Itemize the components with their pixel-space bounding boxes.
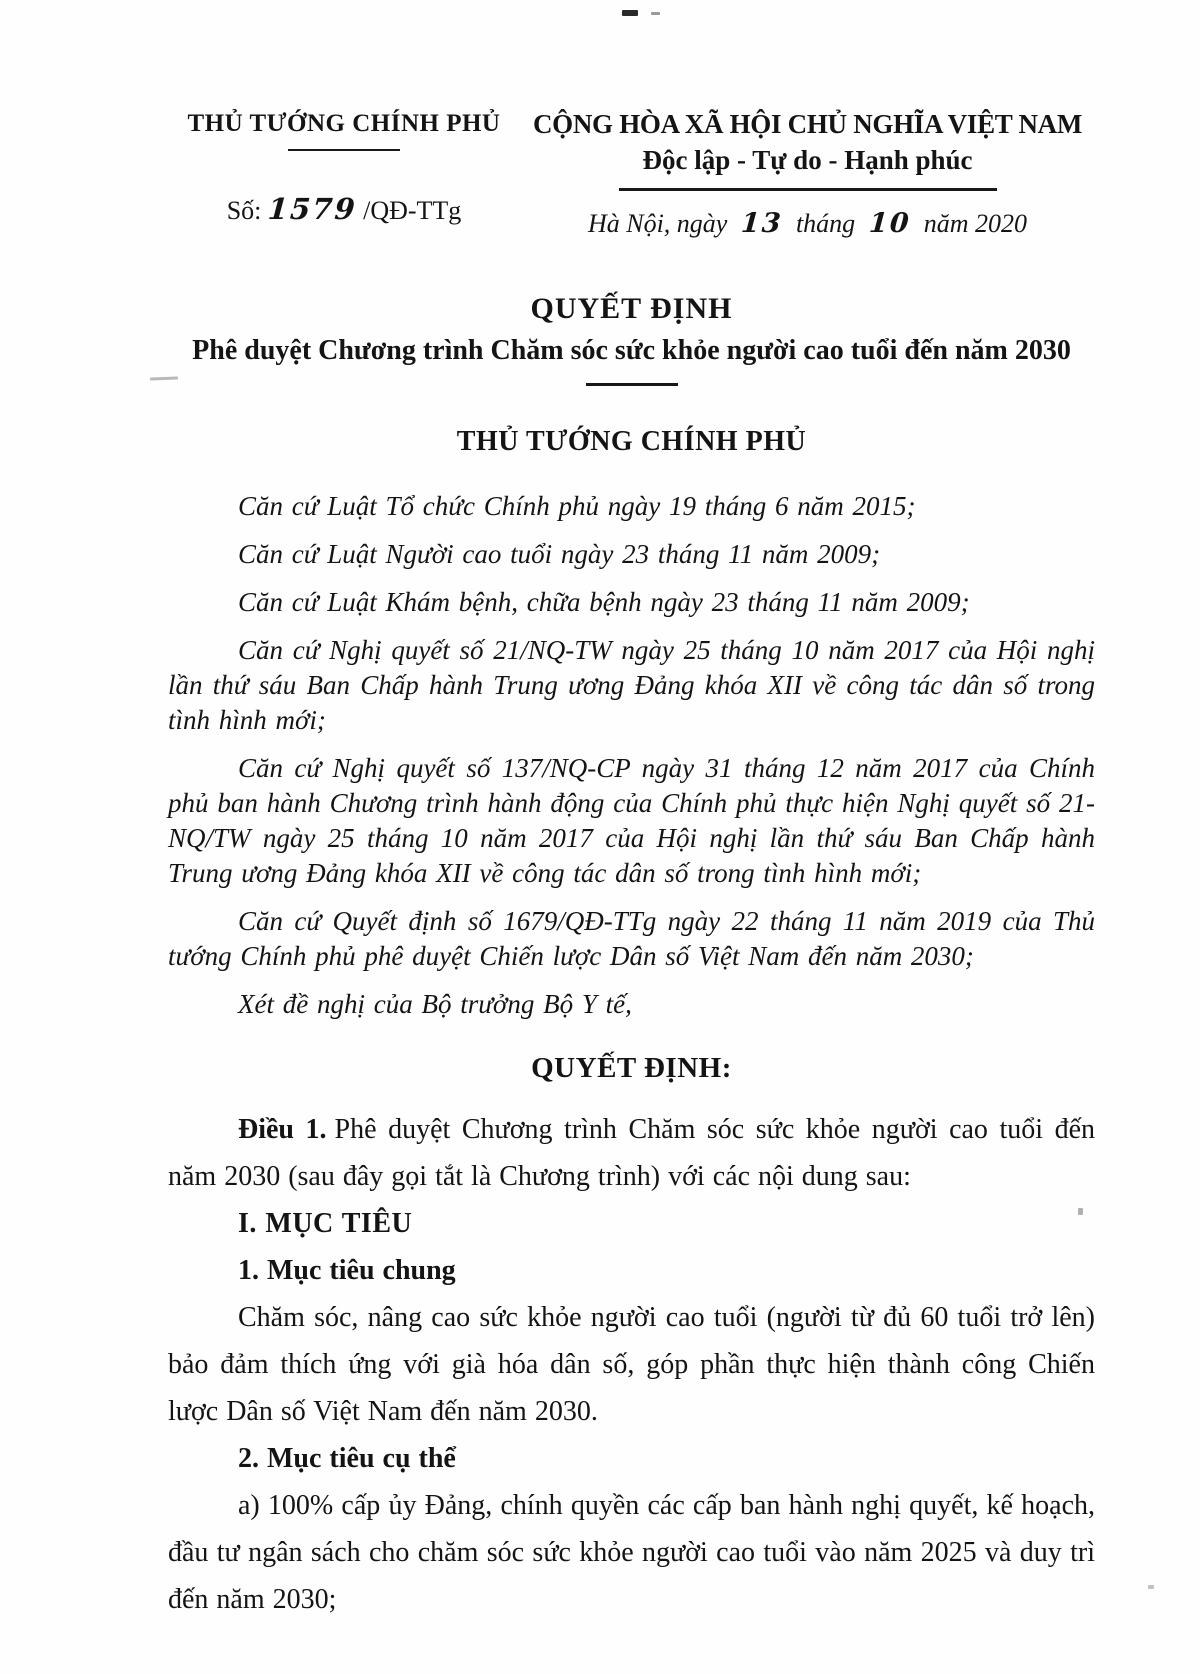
preamble-paragraph: Căn cứ Luật Khám bệnh, chữa bệnh ngày 23 tháng 11 năm 2009; [238,587,970,617]
preamble-paragraph: Căn cứ Luật Người cao tuổi ngày 23 tháng 11 năm 2009; [238,539,881,569]
article-1-label: Điều 1. [238,1114,327,1145]
issuing-authority-heading: THỦ TƯỚNG CHÍNH PHỦ [456,426,807,457]
decision-heading: QUYẾT ĐỊNH: [531,1052,732,1084]
preamble-section [168,489,1095,1022]
place-date-prefix: Hà Nội, ngày [587,209,728,238]
article-1-text: Phê duyệt Chương trình Chăm sóc sức khỏe người cao tuổi đến năm 2030 (sau đây gọi tắt là Chương trình) với các nội dung sau: [168,1114,1095,1192]
document-number-suffix: /QĐ-TTg [363,196,462,225]
national-title: CỘNG HÒA XÃ HỘI CHỦ NGHĨA VIỆT NAM [532,109,1083,139]
document-header [168,108,1095,241]
paragraph-muc-tieu-chung: Chăm sóc, nâng cao sức khỏe người cao tuổi (người từ đủ 60 tuổi trở lên) bảo đảm thích ứng với già hóa dân số, góp phần thực hiện thành công Chiến lược Dân số Việt Nam đến năm 2030. [168,1302,1095,1427]
document-content [168,0,1095,1623]
resolution-body [168,1106,1095,1623]
day-handwritten: 13 [739,208,784,239]
document-number-line [168,191,520,229]
preamble-paragraph: Căn cứ Nghị quyết số 137/NQ-CP ngày 31 tháng 12 năm 2017 của Chính phủ ban hành Chương trình hành động của Chính phủ thực hiện Nghị quyết số 21-NQ/TW ngày 25 tháng 10 năm 2017 của Hội nghị lần thứ sáu Ban Chấp hành Trung ương Đảng khóa XII về công tác dân số trong tình hình mới; [168,753,1095,888]
header-issuer-block [168,108,520,241]
section-heading-muc-tieu: I. MỤC TIÊU [238,1208,413,1239]
place-date-suffix: năm 2020 [923,209,1028,238]
preamble-paragraph: Căn cứ Nghị quyết số 21/NQ-TW ngày 25 tháng 10 năm 2017 của Hội nghị lần thứ sáu Ban Chấp hành Trung ương Đảng khóa XII về công tác dân số trong tình hình mới; [168,635,1095,735]
month-handwritten: 10 [867,208,912,239]
issuer-name: THỦ TƯỚNG CHÍNH PHỦ [187,110,501,137]
place-date-mid: tháng [795,209,856,238]
place-date-line [520,207,1095,241]
document-subject-title: Phê duyệt Chương trình Chăm sóc sức khỏe người cao tuổi đến năm 2030 [192,335,1071,366]
heading-muc-tieu-cu-the: 2. Mục tiêu cụ thể [238,1443,456,1474]
preamble-paragraph: Căn cứ Quyết định số 1679/QĐ-TTg ngày 22 tháng 11 năm 2019 của Thủ tướng Chính phủ phê duyệt Chiến lược Dân số Việt Nam đến năm 2030; [168,906,1095,971]
document-number-label: Số: [226,196,262,225]
issuer-underline [288,149,400,151]
paragraph-muc-tieu-a: a) 100% cấp ủy Đảng, chính quyền các cấp ban hành nghị quyết, kế hoạch, đầu tư ngân sách cho chăm sóc sức khỏe người cao tuổi vào năm 2025 và duy trì đến năm 2030; [168,1490,1095,1615]
preamble-paragraph: Xét đề nghị của Bộ trưởng Bộ Y tế, [238,989,632,1019]
motto-underline [619,188,997,191]
title-underline [586,383,678,386]
header-national-block [520,108,1095,241]
preamble-paragraph: Căn cứ Luật Tổ chức Chính phủ ngày 19 tháng 6 năm 2015; [238,491,916,521]
national-motto: Độc lập - Tự do - Hạnh phúc [642,145,973,175]
document-type-title: QUYẾT ĐỊNH [530,292,733,325]
document-number-handwritten: 1579 [266,192,358,226]
heading-muc-tieu-chung: 1. Mục tiêu chung [238,1255,456,1286]
scan-artifact [1148,1585,1154,1589]
article-1-paragraph [168,1106,1095,1200]
